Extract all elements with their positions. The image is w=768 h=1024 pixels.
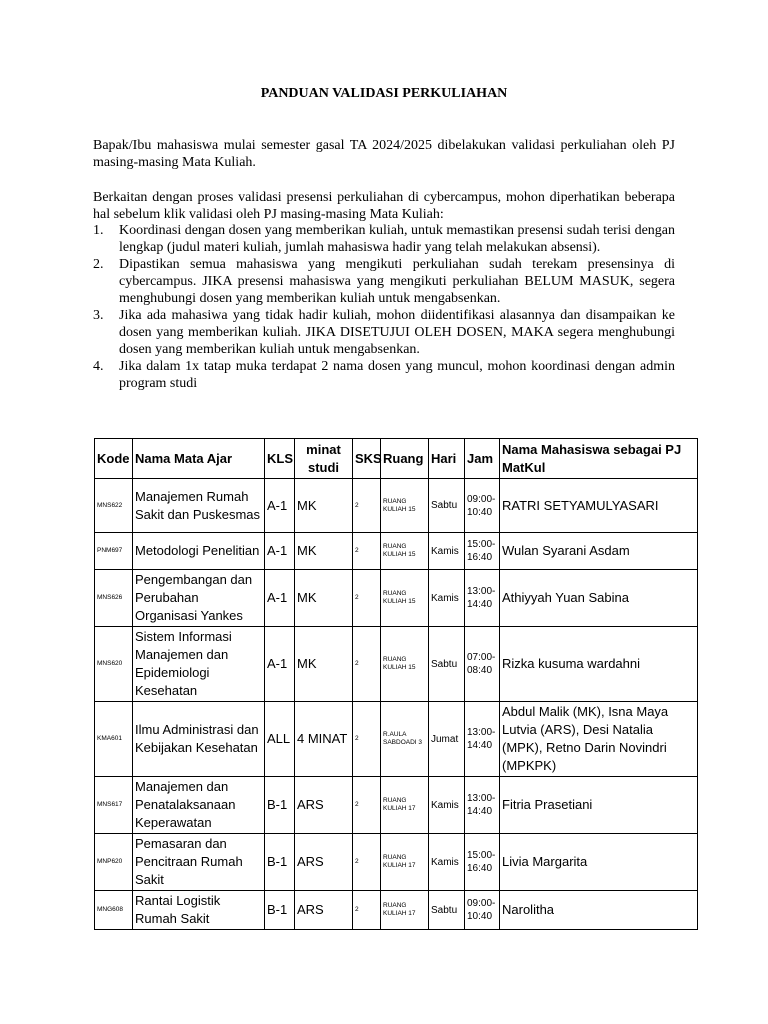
cell-kode: PNM697 — [95, 533, 133, 570]
list-item-number: 3. — [93, 308, 104, 323]
cell-sks: 2 — [353, 834, 381, 891]
table-row — [95, 891, 698, 930]
cell-kode: KMA601 — [95, 702, 133, 777]
cell-kls: A-1 — [265, 570, 295, 627]
list-item-number: 4. — [93, 359, 104, 374]
cell-jam: 13:00-14:40 — [465, 570, 500, 627]
cell-ruang: RUANG KULIAH 17 — [381, 834, 429, 891]
cell-kode: MNS620 — [95, 627, 133, 702]
list-item-text: Jika dalam 1x tatap muka terdapat 2 nama dosen yang muncul, mohon koordinasi dengan admin program studi — [119, 359, 675, 391]
cell-nama: Pemasaran dan Pencitraan Rumah Sakit — [133, 834, 265, 891]
cell-ruang: RUANG KULIAH 15 — [381, 479, 429, 533]
list-item-text: Jika ada mahasiwa yang tidak hadir kuliah, mohon diidentifikasi alasannya dan disampaikan ke dosen yang memberikan kuliah. JIKA DISETUJUI OLEH DOSEN, MAKA segera menghubungi dosen yang memberikan kuliah untuk mengabsenkan. — [119, 308, 675, 357]
cell-ruang: RUANG KULIAH 15 — [381, 627, 429, 702]
instruction-list — [93, 222, 675, 392]
cell-pj: Wulan Syarani Asdam — [500, 533, 698, 570]
cell-nama: Pengembangan dan Perubahan Organisasi Yankes — [133, 570, 265, 627]
list-item — [93, 222, 675, 256]
cell-minat: MK — [295, 533, 353, 570]
cell-sks: 2 — [353, 533, 381, 570]
header-minat: minat studi — [295, 439, 353, 479]
cell-jam: 15:00-16:40 — [465, 533, 500, 570]
page-title: PANDUAN VALIDASI PERKULIAHAN — [260, 86, 508, 101]
list-item — [93, 358, 675, 392]
header-kls: KLS — [265, 439, 295, 479]
cell-nama: Manajemen dan Penatalaksanaan Keperawatan — [133, 777, 265, 834]
cell-minat: ARS — [295, 834, 353, 891]
lead-paragraph: Berkaitan dengan proses validasi presensi perkuliahan di cybercampus, mohon diperhatikan beberapa hal sebelum klik validasi oleh PJ masing-masing Mata Kuliah: — [93, 190, 675, 222]
cell-sks: 2 — [353, 627, 381, 702]
cell-sks: 2 — [353, 891, 381, 930]
cell-pj: Athiyyah Yuan Sabina — [500, 570, 698, 627]
table-row — [95, 479, 698, 533]
cell-hari: Kamis — [429, 834, 465, 891]
cell-jam: 13:00-14:40 — [465, 702, 500, 777]
cell-kls: A-1 — [265, 533, 295, 570]
cell-sks: 2 — [353, 777, 381, 834]
cell-jam: 13:00-14:40 — [465, 777, 500, 834]
cell-pj: Livia Margarita — [500, 834, 698, 891]
cell-jam: 09:00-10:40 — [465, 891, 500, 930]
cell-ruang: RUANG KULIAH 17 — [381, 891, 429, 930]
cell-minat: MK — [295, 570, 353, 627]
cell-pj: RATRI SETYAMULYASARI — [500, 479, 698, 533]
cell-kls: A-1 — [265, 479, 295, 533]
header-jam: Jam — [465, 439, 500, 479]
cell-kode: MNS622 — [95, 479, 133, 533]
cell-pj: Abdul Malik (MK), Isna Maya Lutvia (ARS), Desi Natalia (MPK), Retno Darin Novindri (MPKPK) — [500, 702, 698, 777]
cell-pj: Fitria Prasetiani — [500, 777, 698, 834]
header-ruang: Ruang — [381, 439, 429, 479]
cell-sks: 2 — [353, 479, 381, 533]
cell-sks: 2 — [353, 570, 381, 627]
cell-minat: 4 MINAT — [295, 702, 353, 777]
list-item-text: Koordinasi dengan dosen yang memberikan kuliah, untuk memastikan presensi sudah terisi dengan lengkap (judul materi kuliah, jumlah mahasiswa hadir yang telah melakukan absensi). — [119, 223, 675, 255]
cell-kode: MNS626 — [95, 570, 133, 627]
cell-jam: 15:00-16:40 — [465, 834, 500, 891]
cell-pj: Narolitha — [500, 891, 698, 930]
cell-hari: Jumat — [429, 702, 465, 777]
list-item-number: 1. — [93, 223, 104, 238]
cell-hari: Sabtu — [429, 627, 465, 702]
cell-jam: 09:00-10:40 — [465, 479, 500, 533]
table-header-row — [95, 439, 698, 479]
cell-nama: Metodologi Penelitian — [133, 533, 265, 570]
table-row — [95, 533, 698, 570]
cell-kode: MNS617 — [95, 777, 133, 834]
table-row — [95, 570, 698, 627]
cell-hari: Sabtu — [429, 891, 465, 930]
course-table — [94, 438, 698, 930]
intro-paragraph: Bapak/Ibu mahasiswa mulai semester gasal TA 2024/2025 dibelakukan validasi perkuliahan oleh PJ masing-masing Mata Kuliah. — [93, 138, 675, 170]
cell-nama: Rantai Logistik Rumah Sakit — [133, 891, 265, 930]
cell-hari: Kamis — [429, 570, 465, 627]
cell-kls: ALL — [265, 702, 295, 777]
cell-ruang: RUANG KULIAH 15 — [381, 533, 429, 570]
header-hari: Hari — [429, 439, 465, 479]
table-row — [95, 702, 698, 777]
cell-minat: MK — [295, 627, 353, 702]
cell-ruang: RUANG KULIAH 17 — [381, 777, 429, 834]
cell-nama: Ilmu Administrasi dan Kebijakan Kesehatan — [133, 702, 265, 777]
cell-hari: Sabtu — [429, 479, 465, 533]
list-item — [93, 307, 675, 358]
cell-kls: A-1 — [265, 627, 295, 702]
cell-jam: 07:00-08:40 — [465, 627, 500, 702]
cell-nama: Manajemen Rumah Sakit dan Puskesmas — [133, 479, 265, 533]
header-kode: Kode — [95, 439, 133, 479]
cell-sks: 2 — [353, 702, 381, 777]
cell-kode: MNP620 — [95, 834, 133, 891]
cell-kls: B-1 — [265, 777, 295, 834]
table-row — [95, 627, 698, 702]
table-row — [95, 834, 698, 891]
list-item-number: 2. — [93, 257, 104, 272]
cell-nama: Sistem Informasi Manajemen dan Epidemiologi Kesehatan — [133, 627, 265, 702]
cell-minat: MK — [295, 479, 353, 533]
cell-ruang: R.AULA SABDOADI 3 — [381, 702, 429, 777]
cell-hari: Kamis — [429, 533, 465, 570]
list-item — [93, 256, 675, 307]
header-nama: Nama Mata Ajar — [133, 439, 265, 479]
list-item-text: Dipastikan semua mahasiswa yang mengikuti perkuliahan sudah terekam presensinya di cybercampus. JIKA presensi mahasiswa yang mengikuti perkuliahan BELUM MASUK, segera menghubungi dosen yang memberikan kuliah untuk mengabsenkan. — [119, 257, 675, 306]
cell-ruang: RUANG KULIAH 15 — [381, 570, 429, 627]
cell-minat: ARS — [295, 891, 353, 930]
cell-kode: MNG608 — [95, 891, 133, 930]
cell-kls: B-1 — [265, 834, 295, 891]
cell-minat: ARS — [295, 777, 353, 834]
header-sks: SKS — [353, 439, 381, 479]
header-pj: Nama Mahasiswa sebagai PJ MatKul — [500, 439, 698, 479]
cell-hari: Kamis — [429, 777, 465, 834]
cell-pj: Rizka kusuma wardahni — [500, 627, 698, 702]
table-row — [95, 777, 698, 834]
cell-kls: B-1 — [265, 891, 295, 930]
